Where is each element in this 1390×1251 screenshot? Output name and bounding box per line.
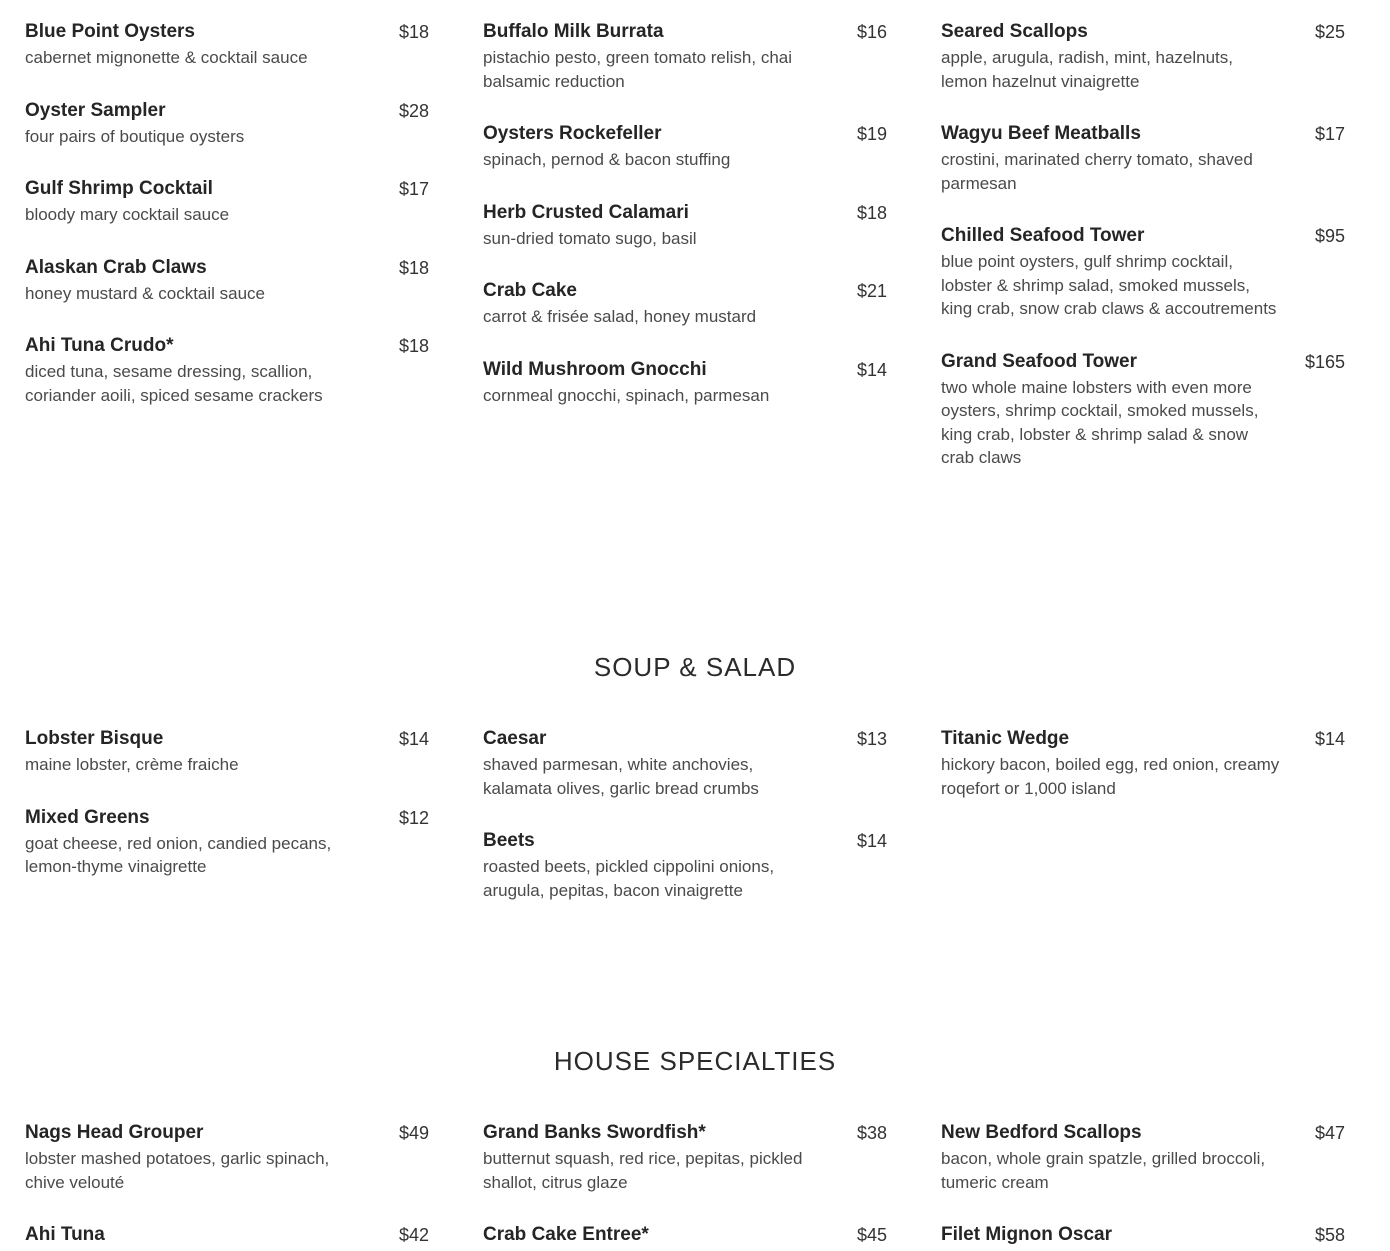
menu-item-name: Wagyu Beef Meatballs [941, 123, 1141, 144]
menu-item-name: Beets [483, 830, 535, 851]
menu-item-description: two whole maine lobsters with even more oysters, shrimp cocktail, smoked mussels, king crab, lobster & shrimp salad & snow crab claws [941, 377, 1259, 467]
menu-item-name: Ahi Tuna Crudo* [25, 335, 174, 356]
menu-item [483, 277, 887, 329]
menu-item-price: $18 [856, 202, 887, 223]
menu-item [483, 1119, 887, 1194]
menu-item-name: Seared Scallops [941, 21, 1088, 42]
menu-item-name: Blue Point Oysters [25, 21, 195, 42]
menu-item-name: Crab Cake Entree* [483, 1224, 649, 1245]
menu-item-price: $45 [856, 1225, 887, 1245]
menu-item-header [25, 332, 429, 360]
menu-item-header [941, 348, 1345, 376]
menu-item-price: $14 [856, 359, 887, 380]
menu-item-header [941, 1119, 1345, 1147]
menu-section-house-specialties [0, 1044, 1390, 1251]
menu-item-name: New Bedford Scallops [941, 1122, 1142, 1143]
menu-item [941, 1221, 1345, 1249]
menu-item-description: crostini, marinated cherry tomato, shaved parmesan [941, 150, 1253, 193]
menu-item-header [483, 277, 887, 305]
menu-section-starters [0, 18, 1390, 618]
menu-item [941, 725, 1345, 800]
menu-item-header [483, 1221, 887, 1249]
menu-item-price: $13 [856, 729, 887, 749]
menu-item-price: $14 [856, 831, 887, 851]
menu-item-price: $58 [1314, 1225, 1345, 1245]
menu-column [483, 725, 887, 929]
menu-item-header [483, 120, 887, 148]
menu-item-price: $14 [1314, 729, 1345, 749]
menu-item [483, 199, 887, 251]
menu-item-header [941, 120, 1345, 148]
menu-item-description: blue point oysters, gulf shrimp cocktail, lobster & shrimp salad, smoked mussels, king crab, snow crab claws & accoutrements [941, 252, 1277, 318]
menu-column [941, 1119, 1345, 1251]
menu-item [483, 18, 887, 93]
menu-item-name: Chilled Seafood Tower [941, 225, 1145, 246]
section-heading: HOUSE SPECIALTIES [553, 1046, 837, 1076]
menu-item [941, 1119, 1345, 1194]
menu-item [941, 120, 1345, 195]
menu-item-description: apple, arugula, radish, mint, hazelnuts, lemon hazelnut vinaigrette [941, 48, 1234, 91]
menu-item-price: $14 [398, 729, 429, 749]
menu-item [483, 725, 887, 800]
menu-item-name: Crab Cake [483, 280, 577, 301]
menu-item-description: four pairs of boutique oysters [25, 126, 245, 146]
menu-item [483, 356, 887, 408]
menu-item-description: diced tuna, sesame dressing, scallion, coriander aoili, spiced sesame crackers [25, 362, 323, 405]
menu-item-name: Ahi Tuna [25, 1224, 105, 1245]
menu-item-name: Herb Crusted Calamari [483, 201, 689, 223]
menu-item [25, 254, 429, 306]
menu-item-price: $16 [856, 22, 887, 42]
menu-item-price: $18 [398, 257, 429, 278]
menu-item-name: Filet Mignon Oscar [941, 1224, 1113, 1245]
menu-item-description: roasted beets, pickled cippolini onions, arugula, pepitas, bacon vinaigrette [483, 857, 775, 900]
menu-item [25, 18, 429, 70]
menu-item-name: Mixed Greens [25, 806, 150, 828]
section-heading: SOUP & SALAD [593, 652, 797, 682]
menu-item-name: Buffalo Milk Burrata [483, 21, 664, 42]
menu-item-header [25, 725, 429, 753]
menu-item-price: $12 [398, 807, 429, 828]
menu-item [483, 1221, 887, 1249]
menu-item-header [483, 725, 887, 753]
menu-item-header [25, 1221, 429, 1249]
menu-item-header [483, 1119, 887, 1147]
menu-item-description: cabernet mignonette & cocktail sauce [25, 48, 308, 67]
menu-item-header [941, 1221, 1345, 1249]
menu-item-price: $18 [398, 22, 429, 42]
menu-item-header [483, 827, 887, 855]
menu-item-price: $165 [1304, 351, 1345, 372]
menu-column [941, 725, 1345, 827]
menu-item-header [941, 725, 1345, 753]
menu-item [25, 804, 429, 879]
menu-item [25, 97, 429, 149]
menu-item-description: hickory bacon, boiled egg, red onion, creamy roqefort or 1,000 island [941, 755, 1280, 798]
menu-item-name: Wild Mushroom Gnocchi [483, 358, 707, 380]
menu-column [25, 18, 429, 434]
menu-item [941, 348, 1345, 470]
menu-item-price: $38 [856, 1123, 887, 1143]
menu-item-name: Gulf Shrimp Cocktail [25, 178, 213, 199]
menu-item-header [25, 97, 429, 125]
menu-item-price: $49 [398, 1123, 429, 1143]
menu-item-description: pistachio pesto, green tomato relish, chai balsamic reduction [483, 48, 793, 91]
menu-item [25, 725, 429, 777]
menu-item-description: cornmeal gnocchi, spinach, parmesan [483, 385, 770, 405]
menu-item-header [25, 1119, 429, 1147]
menu-item-price: $17 [1314, 124, 1345, 144]
menu-item-description: spinach, pernod & bacon stuffing [483, 150, 731, 169]
menu-item-description: goat cheese, red onion, candied pecans, lemon-thyme vinaigrette [25, 833, 332, 876]
menu-item-description: sun-dried tomato sugo, basil [483, 228, 697, 248]
menu-column [941, 18, 1345, 497]
menu-item-header [941, 222, 1345, 250]
menu-column [25, 725, 429, 906]
menu-item-header [25, 18, 429, 46]
menu-item-price: $21 [856, 281, 887, 301]
menu-item-header [483, 356, 887, 384]
menu-item [941, 222, 1345, 321]
menu-item [483, 827, 887, 902]
menu-item-price: $47 [1314, 1123, 1345, 1143]
menu-item-price: $18 [398, 336, 429, 356]
menu-item-description: lobster mashed potatoes, garlic spinach, chive velouté [25, 1149, 330, 1192]
menu-item-price: $25 [1314, 22, 1345, 42]
menu-item-price: $17 [398, 179, 429, 199]
menu-columns [0, 1119, 1390, 1251]
menu-item-name: Lobster Bisque [25, 728, 164, 749]
menu-item-price: $28 [398, 100, 429, 121]
menu-item-description: bacon, whole grain spatzle, grilled broccoli, tumeric cream [941, 1149, 1266, 1192]
menu-item-header [25, 804, 429, 832]
menu-item [25, 332, 429, 407]
menu-item-name: Grand Seafood Tower [941, 350, 1138, 372]
menu-item [25, 1119, 429, 1194]
menu-item-name: Grand Banks Swordfish* [483, 1122, 706, 1143]
menu-item [25, 1221, 429, 1249]
menu-item-header [941, 18, 1345, 46]
menu-item-price: $42 [398, 1225, 429, 1245]
menu-item-header [25, 254, 429, 282]
menu-column [25, 1119, 429, 1251]
menu-item-header [483, 199, 887, 227]
menu-item [25, 175, 429, 227]
menu-item-name: Nags Head Grouper [25, 1122, 204, 1143]
menu-item-name: Titanic Wedge [941, 728, 1070, 749]
menu-column [483, 18, 887, 434]
menu-item-header [483, 18, 887, 46]
menu-item-price: $19 [856, 124, 887, 144]
menu-columns [0, 18, 1390, 618]
menu-column [483, 1119, 887, 1251]
menu-item-name: Caesar [483, 728, 547, 749]
menu-item [941, 18, 1345, 93]
menu-item-description: maine lobster, crème fraiche [25, 755, 239, 774]
menu-item-header [25, 175, 429, 203]
menu-item-description: shaved parmesan, white anchovies, kalamata olives, garlic bread crumbs [483, 755, 759, 798]
menu-item-description: butternut squash, red rice, pepitas, pickled shallot, citrus glaze [483, 1149, 803, 1192]
menu-item-description: bloody mary cocktail sauce [25, 205, 230, 224]
menu-item-description: honey mustard & cocktail sauce [25, 283, 266, 303]
menu-item-name: Oyster Sampler [25, 99, 166, 121]
menu-item-name: Alaskan Crab Claws [25, 256, 207, 278]
menu-item-name: Oysters Rockefeller [483, 123, 662, 144]
menu-item-description: carrot & frisée salad, honey mustard [483, 307, 757, 326]
menu-item [483, 120, 887, 172]
menu-item-price: $95 [1314, 226, 1345, 246]
